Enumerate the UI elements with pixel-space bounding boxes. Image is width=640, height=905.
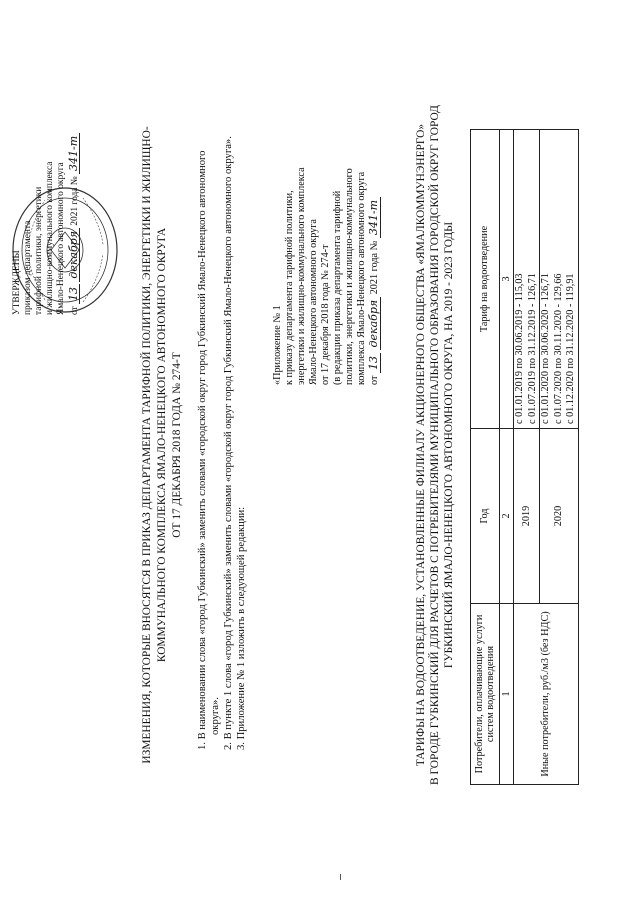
paragraph-2: 2. В пункте 1 слова «город Губкинский» заменить словами «городской округ город Губкинский Ямало-Ненецкого автономного округа». [223, 136, 234, 750]
appendix-line: к приказу департамента тарифной политики, [284, 190, 295, 385]
header-year: Год [471, 429, 500, 604]
year-cell: 2019 [514, 429, 540, 604]
appendix-line: (в редакции приказа департамента тарифной [332, 190, 343, 385]
page-edge-mark [340, 874, 341, 880]
header-consumers: Потребители, оплачивающие услуги систем водоотведения [471, 604, 500, 785]
index-cell: 2 [500, 429, 514, 604]
stamp-line: Ямало-Ненецкого автономного округа [56, 162, 66, 315]
stamp-order-number: 341-т [68, 133, 80, 174]
tariff-table [470, 129, 579, 785]
stamp-line: приказом департамента [23, 220, 33, 315]
year-cell: 2020 [540, 429, 579, 604]
stamp-line: и жилищно-коммунального комплекса [45, 161, 55, 315]
tariff-cell [540, 130, 579, 429]
tariff-period: с 01.01.2020 по 30.06.2020 - 126,71 [540, 273, 551, 424]
appendix-line: Ямало-Ненецкого автономного округа [308, 219, 319, 385]
index-cell: 1 [500, 604, 514, 785]
table-header-row [471, 130, 500, 785]
table-index-row [500, 130, 514, 785]
paragraph-3: 3. Приложение № 1 изложить в следующей редакции: [236, 506, 247, 750]
stamp-date-month: декабря [68, 228, 80, 282]
appendix-date-prefix: от [369, 375, 380, 385]
tariff-period: с 01.07.2019 по 31.12.2019 - 126,71 [526, 273, 538, 424]
stamp-date-prefix: от [70, 306, 80, 315]
tariff-table-title-line-2: В ГОРОДЕ ГУБКИНСКИЙ ДЛЯ РАСЧЕТОВ С ПОТРЕБИТЕЛЯМИ МУНИЦИПАЛЬНОГО ОБРАЗОВАНИЯ ГОРОДСКОЙ ОКРУГ ГОРОД [429, 105, 441, 785]
tariff-period: с 01.07.2020 по 30.11.2020 - 129,66 [552, 273, 564, 424]
document-heading-line-3: ОТ 17 ДЕКАБРЯ 2018 ГОДА № 274-Т [171, 352, 183, 538]
appendix-line: политики, энергетики и жилищно-коммунального [344, 168, 355, 385]
stamp-date-year: 2021 года № [70, 176, 80, 226]
appendix-date-year: 2021 года № [369, 240, 380, 295]
appendix-line: комплекса Ямало-Ненецкого автономного округа [356, 171, 367, 385]
header-tariff: Тариф на водоотведение [471, 130, 500, 429]
consumer-cell: Иные потребители, руб./м3 (без НДС) [514, 604, 579, 785]
document-heading-line-1: ИЗМЕНЕНИЯ, КОТОРЫЕ ВНОСЯТСЯ В ПРИКАЗ ДЕПАРТАМЕНТА ТАРИФНОЙ ПОЛИТИКИ, ЭНЕРГЕТИКИ И ЖИЛИЩНО- [141, 126, 153, 764]
table-row [514, 130, 540, 785]
stamp-date-line [68, 133, 81, 315]
stamp-line: тарифной политики, энергетики [34, 186, 44, 315]
appendix-line: от 17 декабря 2018 года № 274-т [320, 244, 331, 385]
appendix-line: энергетики и жилищно-коммунального комплекса [296, 167, 307, 385]
stamp-line: УТВЕРЖДЕНЫ [12, 250, 22, 315]
stamp-date-day: 13 [68, 284, 80, 304]
tariff-cell [514, 130, 540, 429]
document-heading-line-2: КОММУНАЛЬНОГО КОМПЛЕКСА ЯМАЛО-НЕНЕЦКОГО АВТОНОМНОГО ОКРУГА [156, 227, 168, 663]
appendix-order-number: 341-т [368, 197, 381, 238]
tariff-table-title-line-3: ГУБКИНСКИЙ ЯМАЛО-НЕНЕЦКОГО АВТОНОМНОГО ОКРУГА, НА 2019 - 2023 ГОДЫ [443, 221, 455, 669]
appendix-line: «Приложение № 1 [272, 305, 283, 385]
appendix-date-line [368, 197, 381, 385]
index-cell: 3 [500, 130, 514, 429]
appendix-date-day: 13 [368, 353, 381, 373]
paragraph-1-continued: округа». [210, 697, 221, 735]
tariff-table-title-line-1: ТАРИФЫ НА ВОДООТВЕДЕНИЕ, УСТАНОВЛЕННЫЕ ФИЛИАЛУ АКЦИОНЕРНОГО ОБЩЕСТВА «ЯМАЛКОММУНЭНЕРГО» [415, 123, 427, 767]
appendix-date-month: декабря [368, 297, 381, 351]
tariff-period: с 01.01.2019 по 30.06.2019 - 115,03 [514, 273, 525, 424]
paragraph-1: 1. В наименовании слова «город Губкинский» заменить словами «городской округ город Губкинский Ямало-Ненецкого автономного [197, 150, 208, 750]
tariff-period: с 01.12.2020 по 31.12.2020 - 119,91 [565, 273, 576, 424]
